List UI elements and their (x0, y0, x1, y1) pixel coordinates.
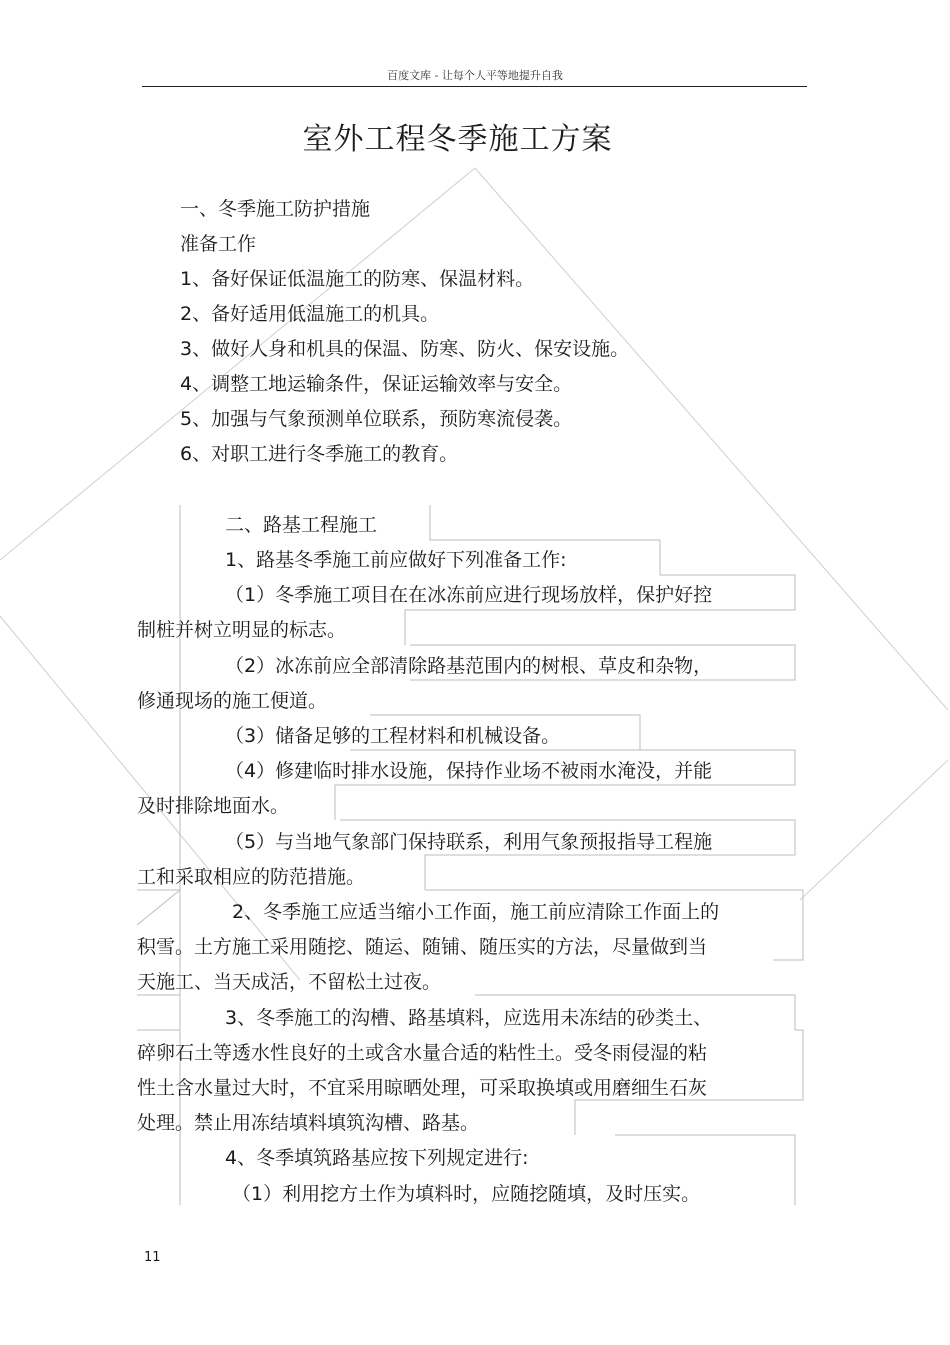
list-item: 1、备好保证低温施工的防寒、保温材料。 (180, 268, 535, 290)
paragraph-line: （3）储备足够的工程材料和机械设备。 (225, 725, 561, 747)
paragraph-line: （1）冬季施工项目在在冰冻前应进行现场放样，保护好控 (225, 584, 713, 606)
paragraph-line: 及时排除地面水。 (137, 795, 290, 817)
list-item: 3、做好人身和机具的保温、防寒、防火、保安设施。 (180, 338, 630, 360)
paragraph-line: 3、冬季施工的沟槽、路基填料，应选用未冻结的砂类土、 (225, 1007, 713, 1029)
paragraph-line: 修通现场的施工便道。 (137, 690, 328, 712)
paragraph-line: 工和采取相应的防范措施。 (137, 866, 366, 888)
section2-heading: 二、路基工程施工 (225, 514, 378, 536)
paragraph-line: 4、冬季填筑路基应按下列规定进行: (225, 1147, 529, 1169)
paragraph-line: 天施工、当天成活，不留松土过夜。 (137, 971, 442, 993)
paragraph-line: （2）冰冻前应全部清除路基范围内的树根、草皮和杂物， (225, 655, 713, 677)
paragraph-line: （5）与当地气象部门保持联系，利用气象预报指导工程施 (225, 831, 713, 853)
page-number: 11 (144, 1250, 161, 1265)
paragraph-line: 制桩并树立明显的标志。 (137, 619, 347, 641)
paragraph-line: 处理。禁止用冻结填料填筑沟槽、路基。 (137, 1112, 480, 1134)
section1-heading: 一、冬季施工防护措施 (180, 198, 371, 220)
header-text: 百度文库 - 让每个人平等地提升自我 (387, 69, 563, 82)
paragraph-line: 1、路基冬季施工前应做好下列准备工作: (225, 549, 567, 571)
list-item: 2、备好适用低温施工的机具。 (180, 303, 440, 325)
paragraph-line: 性土含水量过大时，不宜采用晾晒处理，可采取换填或用磨细生石灰 (137, 1077, 708, 1099)
list-item: 6、对职工进行冬季施工的教育。 (180, 443, 459, 465)
section1-subheading: 准备工作 (180, 233, 257, 255)
paragraph-line: 碎卵石土等透水性良好的土或含水量合适的粘性土。受冬雨侵湿的粘 (137, 1042, 708, 1064)
paragraph-line: （1）利用挖方土作为填料时，应随挖随填，及时压实。 (232, 1183, 701, 1205)
paragraph-line: 2、冬季施工应适当缩小工作面，施工前应清除工作面上的 (232, 901, 720, 923)
list-item: 4、调整工地运输条件，保证运输效率与安全。 (180, 373, 573, 395)
paragraph-line: （4）修建临时排水设施，保持作业场不被雨水淹没，并能 (225, 760, 713, 782)
paragraph-line: 积雪。土方施工采用随挖、随运、随铺、随压实的方法，尽量做到当 (137, 936, 708, 958)
list-item: 5、加强与气象预测单位联系，预防寒流侵袭。 (180, 408, 573, 430)
header-divider (142, 86, 807, 87)
page-title: 室外工程冬季施工方案 (302, 122, 613, 157)
